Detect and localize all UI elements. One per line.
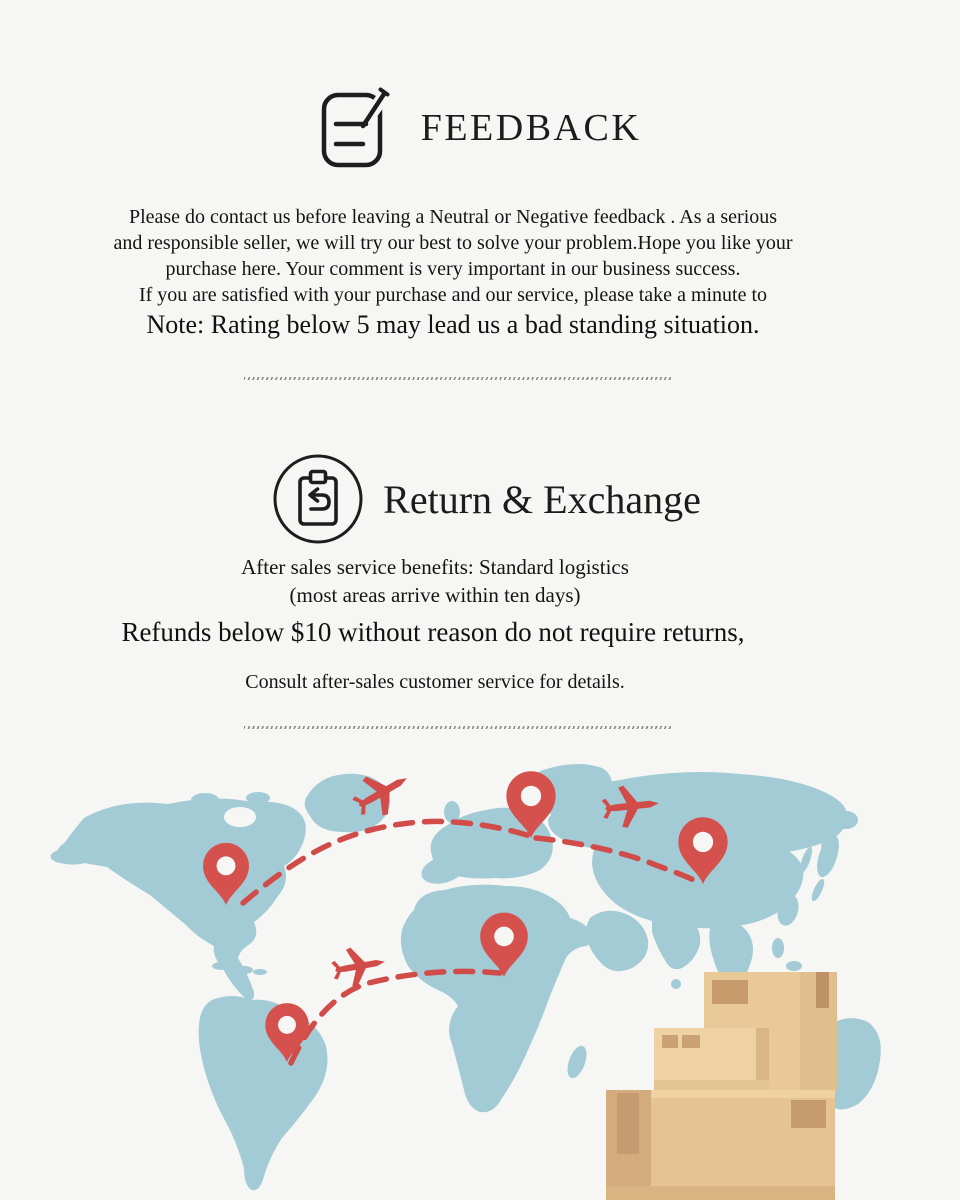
refund-highlight: Refunds below $10 without reason do not require returns,: [121, 617, 745, 647]
feedback-line-1: Please do contact us before leaving a Neutral or Negative feedback . As a serious: [128, 206, 778, 228]
feedback-line-2: and responsible seller, we will try our best to solve your problem.Hope you like your: [113, 232, 793, 254]
note-pencil-icon: [319, 84, 393, 172]
feedback-section-header: [0, 84, 960, 172]
feedback-paragraph: [0, 204, 933, 308]
feedback-title: FEEDBACK: [420, 107, 642, 149]
return-service-line-1: After sales service benefits: Standard logistics: [241, 555, 629, 579]
return-section-header: [6, 452, 960, 546]
feedback-note: Note: Rating below 5 may lead us a bad standing situation.: [146, 310, 760, 339]
section-divider: [244, 377, 672, 380]
return-title: Return & Exchange: [383, 476, 701, 522]
return-service-line-2: (most areas arrive within ten days): [289, 583, 581, 607]
feedback-line-4: If you are satisfied with your purchase and our service, please take a minute to: [138, 284, 768, 306]
world-map-illustration: [0, 760, 960, 1200]
feedback-line-3: purchase here. Your comment is very important in our business success.: [165, 258, 741, 280]
consult-line: Consult after-sales customer service for details.: [245, 671, 625, 693]
cardboard-boxes-icon: [606, 972, 837, 1200]
section-divider: [244, 726, 672, 729]
clipboard-return-icon: [271, 452, 365, 546]
return-service-text: [0, 553, 915, 609]
